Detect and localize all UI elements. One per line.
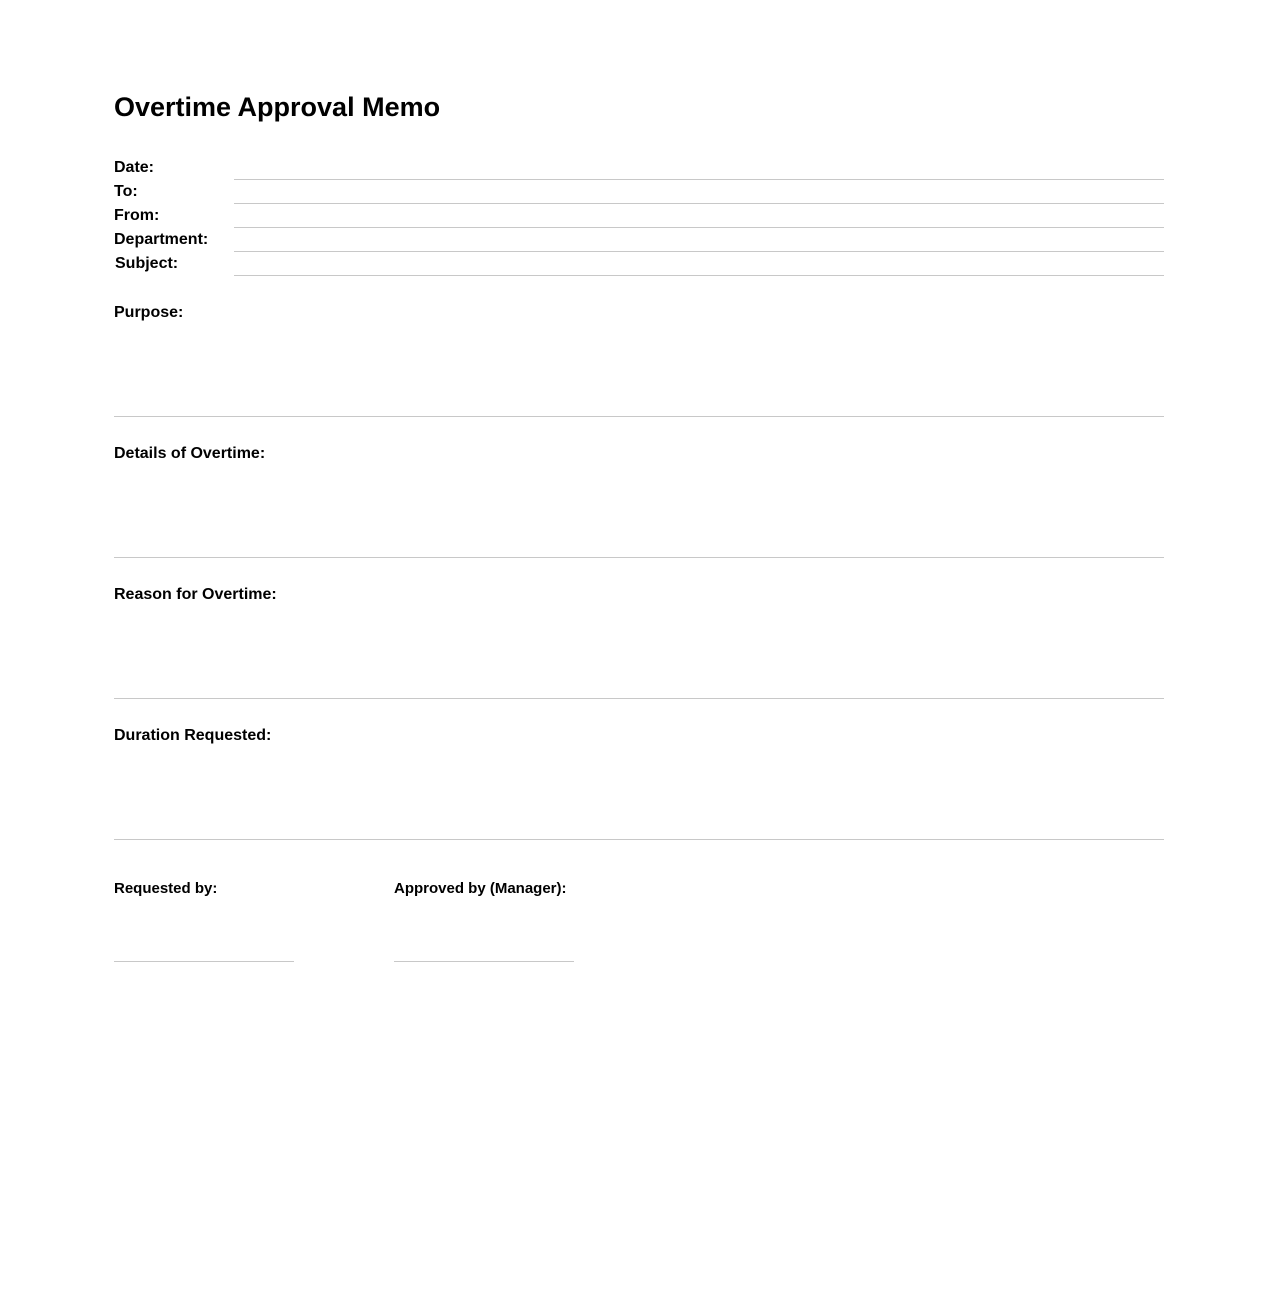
field-row-subject xyxy=(114,252,1164,276)
purpose-label: Purpose: xyxy=(114,304,184,321)
from-field[interactable] xyxy=(234,204,1164,228)
approved-by-block xyxy=(394,880,574,962)
section-duration-requested xyxy=(114,727,1164,868)
memo-title: Overtime Approval Memo xyxy=(114,92,441,122)
details-of-overtime-field[interactable] xyxy=(114,469,1164,558)
field-row-to xyxy=(114,180,1164,204)
from-label: From: xyxy=(114,207,160,224)
reason-for-overtime-label: Reason for Overtime: xyxy=(114,586,277,603)
date-field[interactable] xyxy=(234,156,1164,180)
subject-label: Subject: xyxy=(115,255,179,272)
requested-by-signature-line[interactable] xyxy=(114,901,294,962)
to-field[interactable] xyxy=(234,180,1164,204)
requested-by-label: Requested by: xyxy=(114,880,218,897)
department-field[interactable] xyxy=(234,228,1164,252)
date-label: Date: xyxy=(114,159,155,176)
field-row-from xyxy=(114,204,1164,228)
memo-header-fields xyxy=(114,156,1164,276)
details-of-overtime-label: Details of Overtime: xyxy=(114,445,266,462)
department-label: Department: xyxy=(114,231,209,248)
to-label: To: xyxy=(114,183,138,200)
reason-for-overtime-field[interactable] xyxy=(114,610,1164,699)
subject-field[interactable] xyxy=(234,252,1164,276)
approved-by-signature-line[interactable] xyxy=(394,901,574,962)
duration-requested-field[interactable] xyxy=(114,751,1164,840)
section-reason-for-overtime xyxy=(114,586,1164,727)
field-row-date xyxy=(114,156,1164,180)
section-details-of-overtime xyxy=(114,445,1164,586)
purpose-field[interactable] xyxy=(114,328,1164,417)
duration-requested-label: Duration Requested: xyxy=(114,727,272,744)
approved-by-label: Approved by (Manager): xyxy=(394,880,567,897)
requested-by-block xyxy=(114,880,294,962)
section-purpose xyxy=(114,304,1164,445)
field-row-department xyxy=(114,228,1164,252)
